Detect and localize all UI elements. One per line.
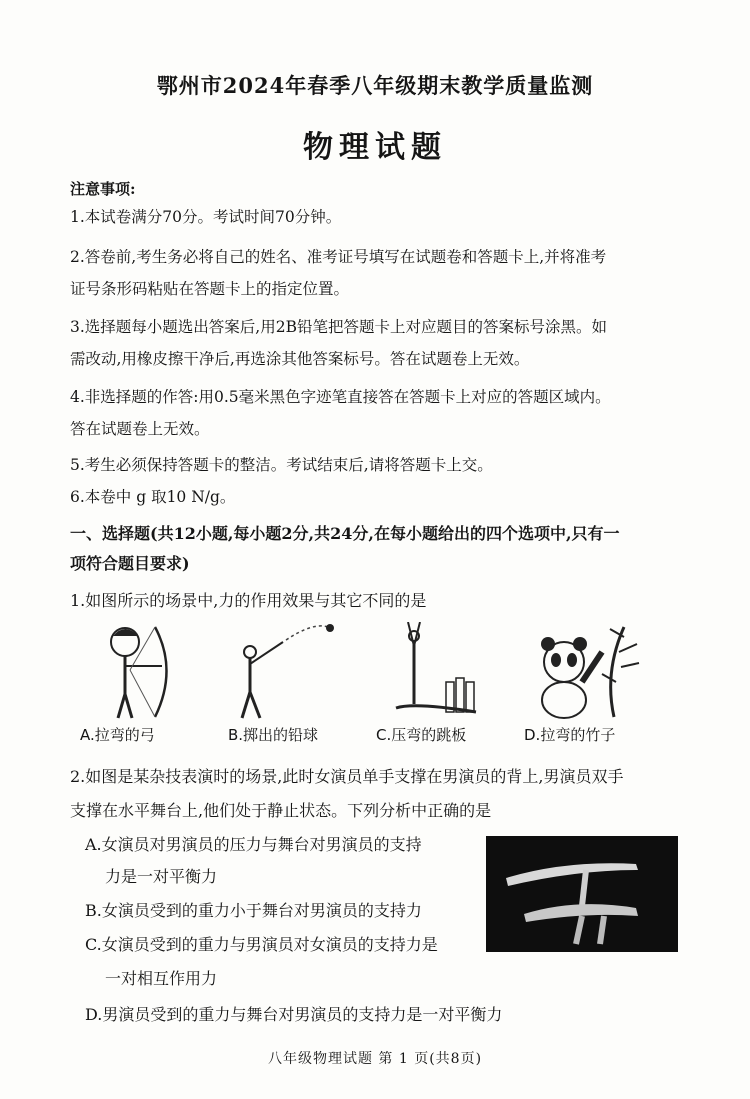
acrobatics-photo (486, 836, 678, 952)
question-1-stem: 1.如图所示的场景中,力的作用效果与其它不同的是 (70, 591, 427, 610)
section-heading-line1: 一、选择题(共12小题,每小题2分,共24分,在每小题给出的四个选项中,只有一 (70, 524, 620, 543)
notice-item-2: 2.答卷前,考生务必将自己的姓名、准考证号填写在试题卷和答题卡上,并将准考 (70, 248, 607, 266)
notice-item-1: 1.本试卷满分70分。考试时间70分钟。 (70, 208, 342, 226)
option-a: A.女演员对男演员的压力与舞台对男演员的支持 (85, 835, 422, 854)
notice-item-3-cont: 需改动,用橡皮擦干净后,再选涂其他答案标号。答在试题卷上无效。 (70, 350, 530, 368)
notice-heading: 注意事项: (70, 180, 136, 198)
option-b: B.女演员受到的重力小于舞台对男演员的支持力 (85, 901, 422, 920)
figure-d (524, 622, 654, 752)
figure-a (80, 622, 210, 752)
notice-item-6: 6.本卷中 g 取10 N/g。 (70, 488, 236, 506)
option-c-cont: 一对相互作用力 (105, 969, 218, 988)
notice-item-4: 4.非选择题的作答:用0.5毫米黑色字迹笔直接答在答题卡上对应的答题区域内。 (70, 388, 611, 406)
question-1-figures (80, 622, 680, 752)
notice-item-3: 3.选择题每小题选出答案后,用2B铅笔把答题卡上对应题目的答案标号涂黑。如 (70, 318, 607, 336)
page-footer: 八年级物理试题 第 1 页(共8页) (267, 1051, 483, 1067)
caption-d: D.拉弯的竹子 (524, 726, 616, 744)
caption-a: A.拉弯的弓 (80, 726, 155, 744)
notice-item-2-cont: 证号条形码粘贴在答题卡上的指定位置。 (70, 280, 350, 298)
shot-put-illustration (228, 622, 358, 722)
caption-b: B.掷出的铅球 (228, 726, 319, 744)
section-heading-line2: 项符合题目要求) (70, 554, 190, 573)
figure-c (376, 622, 506, 752)
archer-illustration (80, 622, 210, 722)
caption-c: C.压弯的跳板 (376, 726, 467, 744)
question-2-stem-line2: 支撑在水平舞台上,他们处于静止状态。下列分析中正确的是 (70, 801, 492, 820)
figure-b (228, 622, 358, 752)
option-d: D.男演员受到的重力与舞台对男演员的支持力是一对平衡力 (85, 1005, 503, 1024)
option-c: C.女演员受到的重力与男演员对女演员的支持力是 (85, 935, 438, 954)
notice-item-4-cont: 答在试题卷上无效。 (70, 420, 210, 438)
exam-title: 鄂州市2024年春季八年级期末教学质量监测 (156, 73, 594, 98)
notice-item-5: 5.考生必须保持答题卡的整洁。考试结束后,请将答题卡上交。 (70, 456, 493, 474)
diving-board-illustration (376, 622, 506, 722)
question-2-stem-line1: 2.如图是某杂技表演时的场景,此时女演员单手支撑在男演员的背上,男演员双手 (70, 767, 624, 786)
subject-title: 物理试题 (303, 130, 447, 165)
option-a-cont: 力是一对平衡力 (105, 867, 218, 886)
panda-bamboo-illustration (524, 622, 654, 722)
